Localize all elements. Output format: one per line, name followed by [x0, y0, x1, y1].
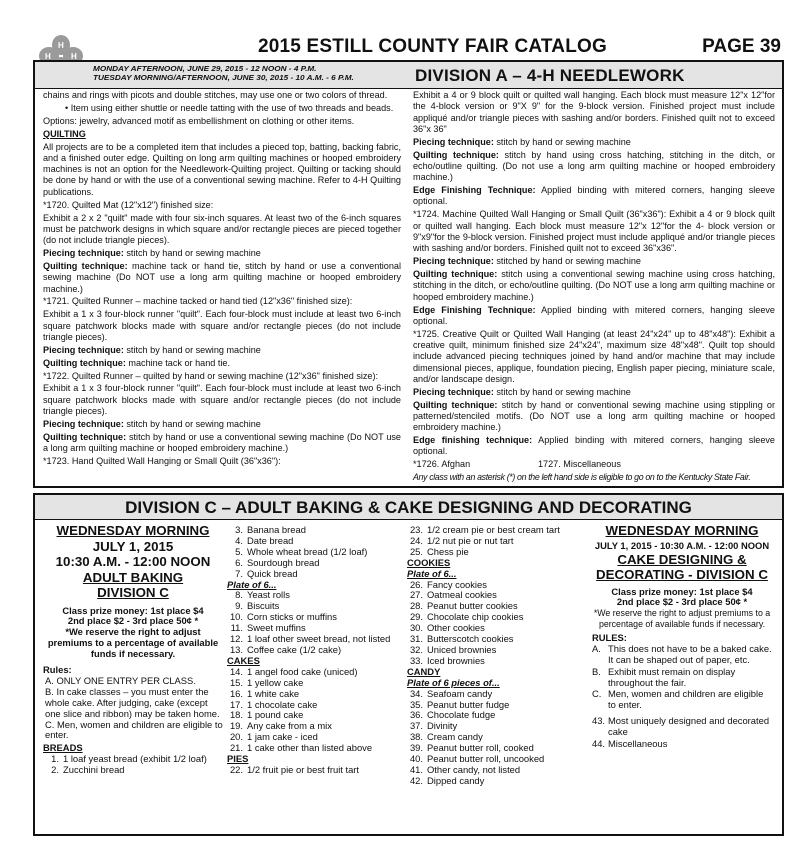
rule-item [592, 739, 772, 750]
item-number: 21. [229, 742, 243, 754]
item-number: 42. [409, 774, 423, 786]
division-a-section [33, 60, 784, 488]
class-1722: *1722. Quilted Runner – quilted by hand or sewing machine (12"x36" finished size): [43, 370, 379, 381]
item-number: 23. [409, 524, 423, 535]
item-number: 7. [235, 567, 243, 579]
item-text: Other candy, not listed [427, 763, 521, 775]
breads-list [43, 754, 223, 776]
item-number: 33. [409, 654, 423, 666]
rule-b: B. In cake classes – you must enter the whole cake. After judging, cake (except one slice and ribbon) may be taken home. [45, 685, 220, 719]
item-text: Men, women and children are eligible to enter. [608, 688, 764, 711]
item-number: 18. [229, 709, 243, 721]
catalog-title: 2015 ESTILL COUNTY FAIR CATALOG [258, 36, 607, 57]
page-number: PAGE 39 [702, 36, 781, 57]
rule-item [592, 689, 772, 711]
quilting-technique: Quilting technique: machine tack or hand tie, stitch by hand or use a conventional sewing machine (Do NOT use a long arm quilting machine or hooped embroidery machine.) [43, 260, 401, 294]
date-heading: JULY 1, 2015 [92, 538, 174, 554]
rule-item [592, 644, 772, 666]
list-item [227, 678, 405, 689]
item-text: Butterscotch cookies [427, 633, 514, 645]
day-heading: WEDNESDAY MORNING [56, 523, 210, 538]
item-number: 8. [235, 589, 243, 601]
item-text: Biscuits [247, 600, 280, 612]
item-number: 22. [229, 763, 243, 775]
list-item [407, 776, 587, 787]
plate-list [227, 590, 405, 655]
item-text: Quick bread [247, 567, 298, 579]
rule-item [592, 667, 772, 689]
item-number: 17. [229, 698, 243, 710]
item-text: 1 chocolate cake [247, 698, 318, 710]
class-1723-desc: Exhibit a 4 or 9 block quilt or quilted wall hanging. Each block must measure 12"x 12"for the 4-block version or 9"X 9" for the 9-block version. Finished project must include appliqué and/or triangle pieces with sashing and/or borders. Finished quilt not to exceed 36"x 36" [413, 90, 775, 134]
item-text: Divinity [427, 720, 458, 732]
breads-heading: BREADS [43, 742, 83, 754]
item-number: 26. [409, 578, 423, 590]
piecing-technique: Piecing technique: stitch by hand or sewing machine [413, 136, 631, 147]
pies-list [407, 525, 587, 558]
prize-money-2: 2nd place $2 - 3rd place 50¢ * [616, 596, 748, 608]
class-1721-desc: Exhibit a 1 x 3 four-block runner "quilt". Each four-block must include at least two 6-inch square patchwork blocks made with square and/or rectangle pieces (do not include triangle pieces). [43, 309, 401, 342]
item-number: 27. [409, 589, 423, 601]
item-text: Iced brownies [427, 654, 485, 666]
item-number: 2. [51, 764, 59, 776]
baking-column-2 [227, 525, 405, 776]
item-number: 10. [229, 611, 243, 623]
cookies-heading: COOKIES [407, 556, 451, 568]
item-text: Zucchini bread [63, 764, 125, 776]
class-1726: *1726. Afghan [413, 459, 471, 470]
plate-of-6-pieces-heading: Plate of 6 pieces of... [407, 676, 500, 688]
piecing-technique: Piecing technique: stitch by hand or sewing machine [43, 344, 261, 355]
item-text: 1 jam cake - iced [247, 731, 318, 743]
division-name: DECORATING - DIVISION C [596, 567, 768, 582]
item-text: Any cake from a mix [247, 720, 332, 732]
item-number: 1. [51, 753, 59, 765]
item-text: This does not have to be a baked cake. It can be shaped out of paper, etc. [608, 642, 772, 665]
item-text: Yeast rolls [247, 589, 290, 601]
datetime-heading: JULY 1, 2015 - 10:30 A.M. - 12:00 NOON [594, 539, 770, 551]
edge-finishing-technique: Edge Finishing Technique: Applied binding with mitered corners, hanging sleeve optional. [413, 185, 775, 207]
item-number: 37. [409, 720, 423, 732]
item-number: 30. [409, 622, 423, 634]
item-text: 1/2 nut pie or nut tart [427, 534, 514, 546]
item-text: Peanut butter roll, cooked [427, 742, 534, 754]
item-text: Date bread [247, 534, 294, 546]
item-text: 1 cake other than listed above [247, 742, 373, 754]
item-number: 15. [229, 676, 243, 688]
list-item [43, 765, 223, 776]
item-text: Sweet muffins [247, 622, 306, 634]
item-number: 5. [235, 545, 243, 557]
item-text: Dipped candy [427, 774, 485, 786]
rules-list [592, 644, 772, 711]
item-text: Chocolate fudge [427, 709, 496, 721]
piecing-technique: Piecing technique: stitched by hand or sewing machine [413, 256, 641, 267]
list-item [227, 569, 405, 580]
rule-c: C. Men, women and children are eligible to enter. [45, 718, 223, 741]
piecing-technique: Piecing technique: stitch by hand or sewing machine [43, 248, 261, 259]
class-1720-desc: Exhibit a 2 x 2 "quilt" made with four six-inch squares. At least two of the 6-inch squares must be patchwork designs in which square and/or rectangle pieces are pieced together (do not include triangle pieces). [43, 212, 401, 246]
item-number: 40. [409, 753, 423, 765]
class-1723: *1723. Hand Quilted Wall Hanging or Small Quilt (36"x36"): [43, 456, 281, 466]
item-text: Seafoam candy [427, 687, 493, 699]
pies-heading: PIES [227, 753, 249, 765]
item-text: Corn sticks or muffins [247, 611, 337, 623]
list-item [407, 689, 587, 700]
item-text: Most uniquely designed and decorated cake [608, 715, 770, 738]
quilting-intro: All projects are to be a completed item that includes a pieced top, batting, backing fabric, and a finished outer edge. Quilting on long arm quilting machines or hooped embroidery machines is not an option for the Needlework-Quilting project. Quilting or tacking should be done by hand or with the use of a conventional sewing machine. Refer to 4-H Quilting publications. [43, 141, 401, 197]
item-number: 24. [409, 534, 423, 546]
division-a-header [35, 62, 782, 89]
reserve-note: *We reserve the right to adjust premiums to a percentage of available funds if necessary. [593, 608, 771, 629]
item-text: Other cookies [427, 622, 485, 634]
cakes-heading: CAKES [227, 654, 260, 666]
cakes-list [227, 667, 405, 754]
item-number: 6. [235, 556, 243, 568]
quilting-technique: Quilting technique: stitch by hand or use a conventional sewing machine (Do NOT use a long arm quilting machine or hooped embroidery machine.) [43, 431, 401, 454]
plate-of-6-heading: Plate of 6... [227, 578, 277, 590]
division-a-title: DIVISION A – 4-H NEEDLEWORK [415, 66, 685, 85]
quilting-technique: Quilting technique: stitch using a conventional sewing machine using cross hatching, stitching in the ditch, or echo/outline quilting. (Do NOT use a long arm quilting machine or hooped embroidery machine.) [413, 269, 775, 302]
item-text: 1 yellow cake [247, 676, 304, 688]
classes-1726-1727 [413, 459, 775, 470]
rules-heading: Rules: [43, 664, 72, 676]
item-number: 44. [592, 738, 606, 750]
item-number: 13. [229, 643, 243, 655]
quilting-technique: Quilting technique: machine tack or hand tie. [43, 357, 230, 368]
prize-money: Class prize money: 1st place $4 [611, 585, 753, 597]
item-text: 1 white cake [247, 687, 300, 699]
svg-text:H: H [45, 52, 51, 61]
cake-decorating-column [592, 523, 772, 751]
item-text: Oatmeal cookies [427, 589, 497, 601]
item-text: 1 loaf yeast bread (exhibit 1/2 loaf) [63, 753, 207, 765]
division-a-right-column [413, 90, 775, 485]
item-number: 19. [229, 720, 243, 732]
item-text: Cream candy [427, 731, 483, 743]
tatting-options: Options: jewelry, advanced motif as embellishment on clothing or other items. [43, 115, 355, 126]
tatting-bullet: • Item using either shuttle or needle tatting with the use of two threads and beads. [65, 102, 394, 113]
item-number: 35. [409, 698, 423, 710]
item-number: 36. [409, 709, 423, 721]
item-text: Peanut butter cookies [427, 600, 518, 612]
item-text: 1 pound cake [247, 709, 304, 721]
quilting-technique: Quilting technique: stitch by hand using cross hatching, stitching in the ditch, or echo/outline quilting. (Do not use a long arm quilting machine or hooped embroidery machine.) [413, 149, 775, 183]
item-text: Miscellaneous [608, 738, 668, 750]
item-number: 29. [409, 611, 423, 623]
division-a-schedule: MONDAY AFTERNOON, JUNE 29, 2015 - 12 NOON - 4 P.M. TUESDAY MORNING/AFTERNOON, JUNE 30, 2015 - 10 A.M. - 6 P.M. [93, 64, 354, 82]
edge-finishing-technique: Edge finishing technique: Applied binding with mitered corners, hanging sleeve optional. [413, 435, 775, 457]
item-number: C. [592, 688, 602, 700]
item-number: 41. [409, 763, 423, 775]
list-item [227, 743, 405, 754]
candy-list [407, 689, 587, 787]
rule-a: A. ONLY ONE ENTRY PER CLASS. [45, 674, 196, 686]
class-1721: *1721. Quilted Runner – machine tacked or hand tied (12"x36" finished size): [43, 296, 353, 307]
time-heading: 10:30 A.M. - 12:00 NOON [55, 554, 211, 569]
item-text: 1/2 cream pie or best cream tart [427, 524, 560, 535]
item-text: Coffee cake (1/2 cake) [247, 643, 342, 655]
class-1725: *1725. Creative Quilt or Quilted Wall Hanging (at least 24"x24" up to 48"x48"): Exhibit a creative quilt, minimum finished size 24"x24", maximum size 48"x48". Quilt top should include advanced piecing techniques joined by hand and/or machine that may include dimensional pieces, applique, foundation piecing, English paper piecing, miniature scale, and/or landscape design. [413, 328, 775, 384]
item-number: 43. [592, 715, 606, 727]
plate-of-6-heading: Plate of 6... [407, 567, 457, 579]
item-text: Uniced brownies [427, 643, 497, 655]
item-text: Sourdough bread [247, 556, 320, 568]
class-1722-desc: Exhibit a 1 x 3 four-block runner "quilt". Each four-block must include at least two 6-inch square patchwork blocks made with square and/or rectangle pieces (do not include triangle pieces). [43, 383, 401, 417]
item-number: 28. [409, 600, 423, 612]
asterisk-note: Any class with an asterisk (*) on the left hand side is eligible to go on to the Kentucky State Fair. [413, 472, 751, 483]
item-number: 14. [229, 665, 243, 677]
tatting-text: chains and rings with picots and double stitches, may use one or two colors of thread. [43, 90, 388, 100]
item-text: Peanut butter roll, uncooked [427, 753, 545, 765]
item-text: Exhibit must remain on display throughout the fair. [608, 665, 736, 688]
adult-baking-column [43, 523, 223, 776]
rule-item [592, 716, 772, 738]
svg-text:H: H [71, 52, 77, 61]
list-item [227, 558, 405, 569]
item-text: Chess pie [427, 545, 469, 557]
reserve-note: *We reserve the right to adjust premiums to a percentage of available funds if necessary. [47, 626, 219, 660]
item-text: Whole wheat bread (1/2 loaf) [247, 545, 368, 557]
item-number: 39. [409, 742, 423, 754]
rules-heading: RULES: [592, 631, 627, 643]
item-text: 1 angel food cake (uniced) [247, 665, 358, 677]
item-text: Peanut butter fudge [427, 698, 510, 710]
piecing-technique: Piecing technique: stitch by hand or sewing machine [43, 418, 261, 429]
item-text: Chocolate chip cookies [427, 611, 524, 623]
cookies-list [407, 580, 587, 667]
item-number: A. [592, 642, 601, 654]
item-text: 1 loaf other sweet bread, not listed [247, 633, 391, 645]
day-heading: WEDNESDAY MORNING [605, 523, 759, 538]
class-1720: *1720. Quilted Mat (12"x12") finished size: [43, 199, 214, 210]
prize-money: Class prize money: 1st place $4 [62, 604, 204, 616]
item-text: 1/2 fruit pie or best fruit tart [247, 763, 360, 775]
quilting-technique: Quilting technique: stitch by hand or conventional sewing machine using stippling or patterned/stenciled motifs. (Do NOT use a long arm quilting machine or hooped embroidery machine.) [413, 399, 775, 433]
item-number: 38. [409, 731, 423, 743]
item-number: 25. [409, 545, 423, 557]
item-text: Banana bread [247, 524, 306, 535]
class-1724: *1724. Machine Quilted Wall Hanging or Small Quilt (36"x36"): Exhibit a 4 or 9 block quilt or quilted wall hanging. Each block must measure 12"x 12"for the 4- block version or 9"x9"for the 9-block version. Finished project must include appliqué and/or triangle pieces with sashing and/or borders. Finished quilt not to exceed 36"x36". [413, 209, 775, 254]
category-name: ADULT BAKING [82, 569, 184, 585]
quilting-heading: QUILTING [43, 128, 86, 139]
page-header [30, 30, 785, 60]
division-c-section [33, 493, 784, 836]
division-a-left-column [43, 90, 401, 469]
baking-column-3 [407, 525, 587, 787]
item-number: 9. [235, 600, 243, 612]
list-item [227, 765, 405, 776]
svg-text:H: H [58, 41, 64, 50]
item-number: 32. [409, 643, 423, 655]
breads-list [227, 525, 405, 580]
list-item [227, 689, 405, 700]
item-number: 16. [229, 687, 243, 699]
item-number: 12. [229, 633, 243, 645]
item-number: 20. [229, 731, 243, 743]
division-name: DIVISION C [97, 585, 169, 600]
pies-list [227, 765, 405, 776]
category-name: CAKE DESIGNING & [617, 551, 747, 567]
classes-list [592, 716, 772, 750]
edge-finishing-technique: Edge Finishing Technique: Applied binding with mitered corners, hanging sleeve optional. [413, 304, 775, 326]
item-text: Fancy cookies [427, 578, 487, 590]
item-number: B. [592, 665, 601, 677]
item-number: 3. [235, 524, 243, 535]
item-number: 34. [409, 687, 423, 699]
division-c-header [35, 495, 782, 520]
item-number: 31. [409, 633, 423, 645]
candy-heading: CANDY [407, 665, 441, 677]
piecing-technique: Piecing technique: stitch by hand or sewing machine [413, 386, 631, 397]
class-1727: 1727. Miscellaneous [538, 459, 621, 470]
item-number: 4. [235, 534, 243, 546]
item-number: 11. [230, 622, 243, 634]
division-c-title: DIVISION C – ADULT BAKING & CAKE DESIGNING AND DECORATING [125, 498, 692, 517]
prize-money-2: 2nd place $2 - 3rd place 50¢ * [67, 615, 199, 627]
